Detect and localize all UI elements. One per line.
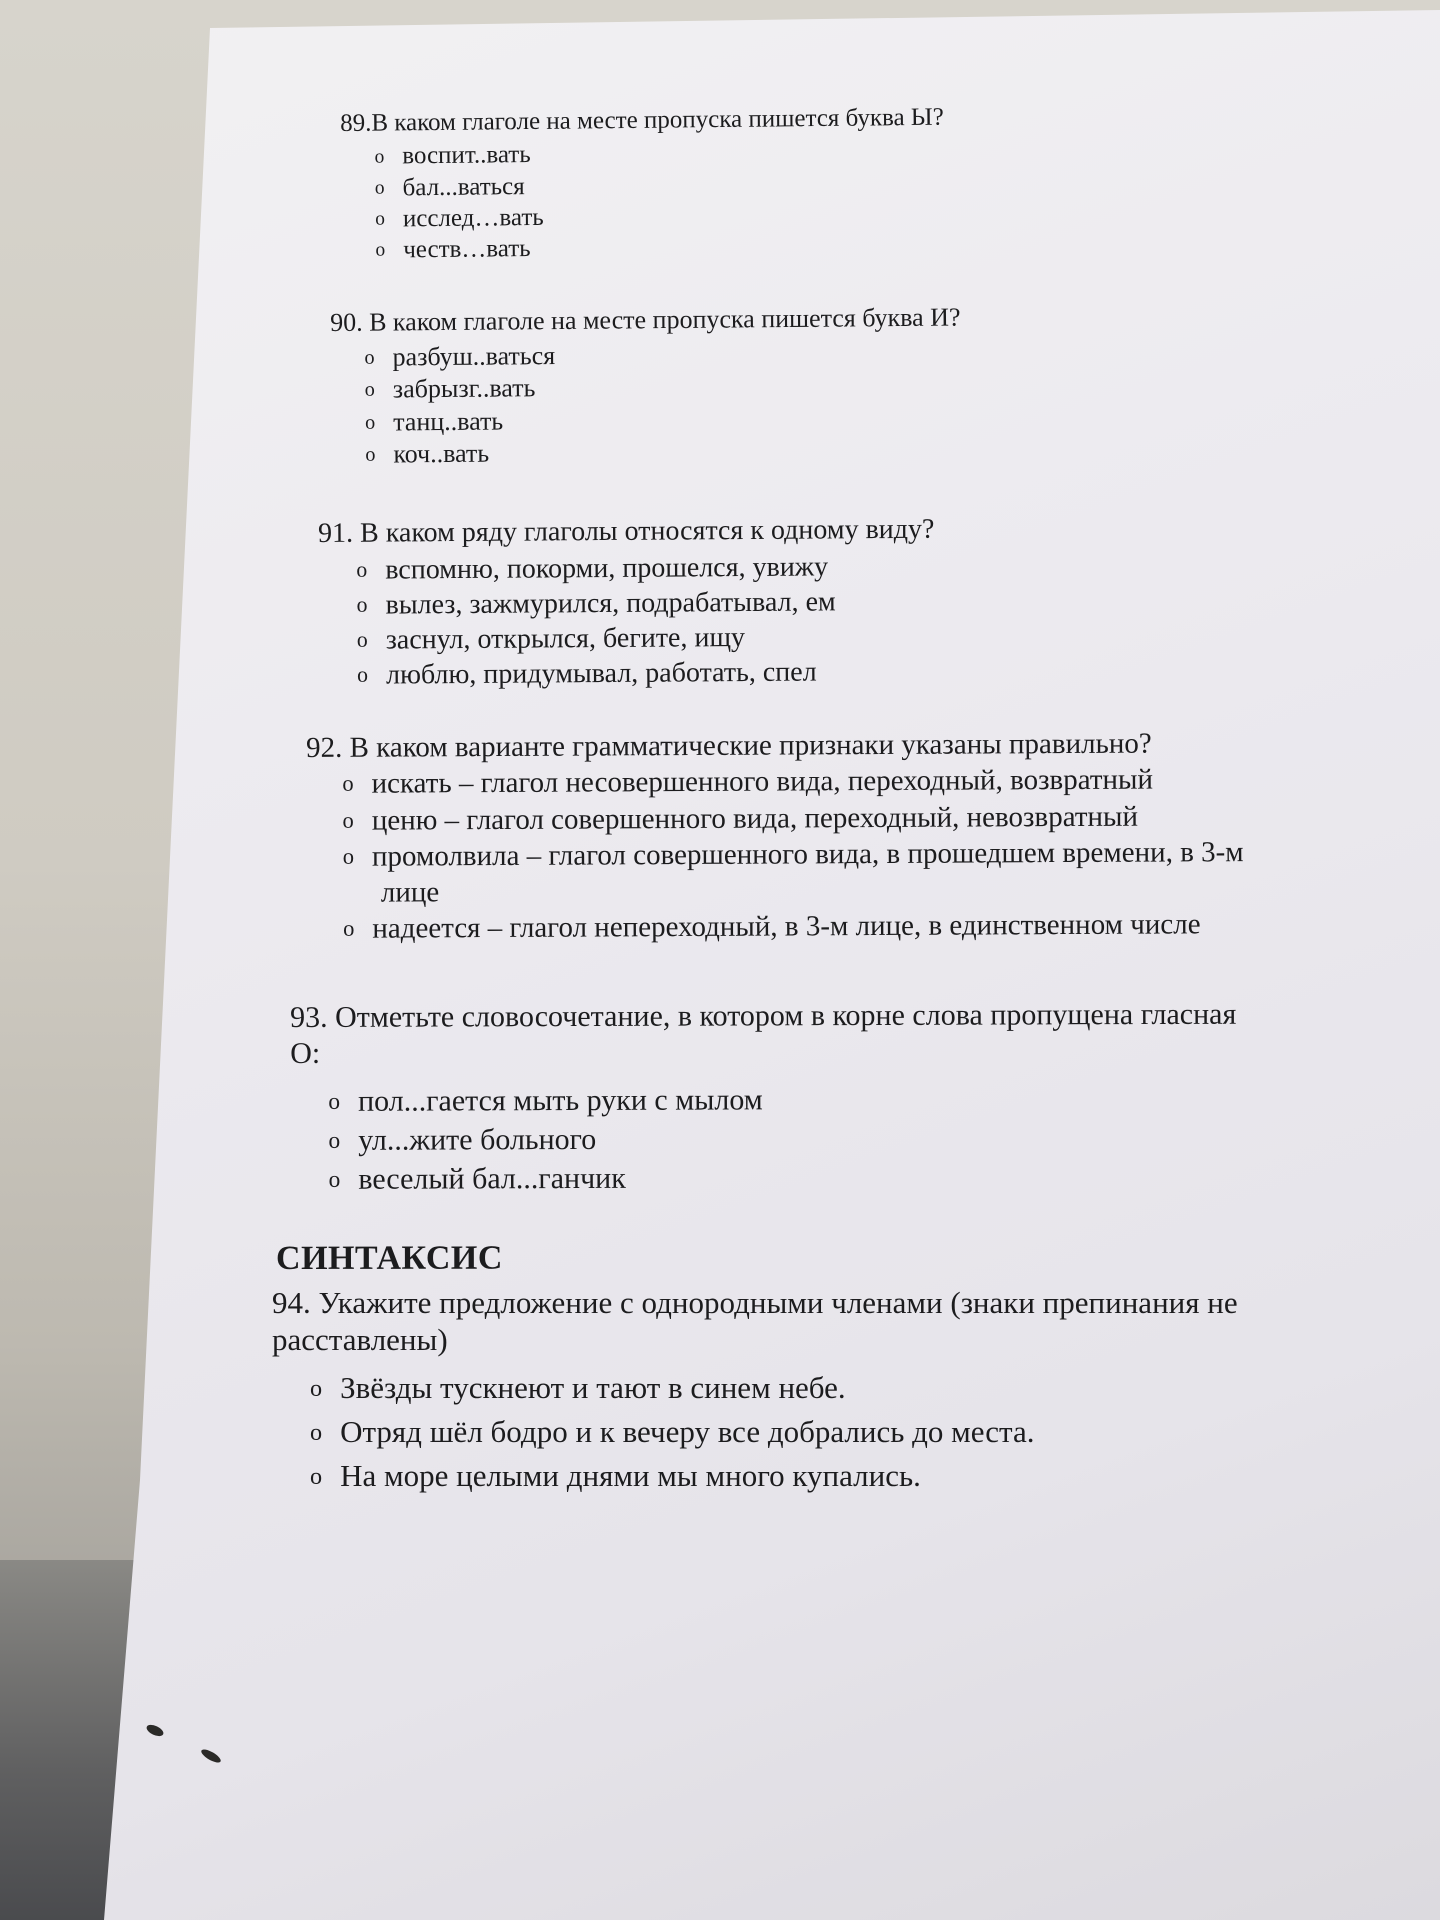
question-91-options xyxy=(356,549,935,693)
section-title: СИНТАКСИС xyxy=(276,1239,503,1277)
answer-option[interactable] xyxy=(365,401,962,439)
bullet-icon: o xyxy=(374,146,385,168)
bullet-icon: o xyxy=(342,771,354,797)
answer-option[interactable] xyxy=(365,433,962,471)
bullet-icon: o xyxy=(375,208,386,230)
bullet-icon: o xyxy=(342,916,355,942)
answer-option-text: ул...жите больного xyxy=(358,1122,597,1157)
question-94-title-line1: 94. Укажите предложение с однородными членами (знаки препинания не xyxy=(272,1285,1238,1320)
answer-option-text: надеется – глагол непереходный, в 3-м лице, в единственном числе xyxy=(372,908,1201,945)
answer-option-continuation: лице xyxy=(380,876,440,909)
question-89-title: 89.В каком глаголе на месте пропуска пишется буква Ы? xyxy=(340,103,944,137)
answer-option[interactable] xyxy=(364,336,961,374)
bullet-icon: o xyxy=(356,627,368,652)
answer-option[interactable] xyxy=(356,549,935,588)
answer-option-text: люблю, придумывал, работать, спел xyxy=(385,656,817,691)
answer-option-text: коч..вать xyxy=(393,438,490,469)
question-94-options xyxy=(310,1366,1238,1498)
answer-option-text: танц..вать xyxy=(393,405,504,436)
answer-option-text: На море целыми днями мы много купались. xyxy=(340,1458,921,1494)
answer-option-text: забрызг..вать xyxy=(392,373,536,404)
answer-option[interactable] xyxy=(357,584,936,623)
bullet-icon: o xyxy=(328,1127,341,1155)
bullet-icon: o xyxy=(310,1419,323,1447)
answer-option[interactable] xyxy=(343,906,1244,947)
answer-option-text: искать – глагол несовершенного вида, переходный, возвратный xyxy=(371,763,1154,800)
answer-option[interactable] xyxy=(310,1454,1238,1498)
question-93-title-line1: 93. Отметьте словосочетание, в котором в корне слова пропущена гласная xyxy=(290,997,1237,1034)
answer-option[interactable] xyxy=(328,1118,1236,1160)
question-92 xyxy=(306,725,1244,947)
bullet-icon: o xyxy=(364,411,376,434)
question-89 xyxy=(340,102,945,267)
question-93 xyxy=(290,997,1237,1199)
question-90-options xyxy=(364,336,961,471)
answer-option[interactable] xyxy=(310,1366,1238,1410)
answer-option-text: вспомню, покорми, прошелся, увижу xyxy=(385,551,829,586)
question-94-title-line2: расставлены) xyxy=(272,1322,448,1358)
ink-mark xyxy=(145,1723,165,1739)
bullet-icon: o xyxy=(342,807,354,833)
question-90 xyxy=(330,301,962,471)
answer-option-text: промолвила – глагол совершенного вида, в прошедшем времени, в 3-м xyxy=(371,835,1244,873)
bullet-icon: o xyxy=(375,239,386,262)
question-92-options xyxy=(342,761,1244,947)
answer-option-text: разбуш..ваться xyxy=(392,340,556,371)
answer-option[interactable] xyxy=(342,761,1243,802)
question-92-title: 92. В каком варианте грамматические признаки указаны правильно? xyxy=(306,727,1152,764)
answer-option[interactable] xyxy=(357,619,936,658)
answer-option-text: пол...гается мыть руки с мылом xyxy=(357,1083,763,1118)
bullet-icon: o xyxy=(357,662,369,687)
answer-option[interactable] xyxy=(310,1410,1238,1454)
bullet-icon: o xyxy=(365,444,376,467)
bullet-icon: o xyxy=(356,557,368,582)
answer-option[interactable] xyxy=(342,798,1243,839)
question-94 xyxy=(272,1284,1238,1498)
bullet-icon: o xyxy=(328,1088,341,1116)
answer-option-text: ценю – глагол совершенного вида, переходный, невозвратный xyxy=(371,800,1139,837)
bullet-icon: o xyxy=(364,379,375,402)
answer-option[interactable] xyxy=(365,368,962,406)
answer-option-text: воспит..вать xyxy=(402,141,531,170)
ink-mark xyxy=(199,1747,222,1765)
bullet-icon: o xyxy=(364,346,375,369)
answer-option-text: заснул, открылся, бегите, ищу xyxy=(385,622,746,656)
answer-option[interactable] xyxy=(375,229,945,266)
question-90-title: 90. В каком глаголе на месте пропуска пишется буква И? xyxy=(330,302,961,337)
answer-option[interactable] xyxy=(329,1157,1237,1199)
bullet-icon: o xyxy=(342,843,355,869)
answer-option[interactable] xyxy=(357,654,936,693)
answer-option[interactable] xyxy=(328,1079,1236,1121)
question-91 xyxy=(318,512,936,693)
answer-option-text: вылез, зажмурился, подрабатывал, ем xyxy=(385,586,836,621)
bullet-icon: o xyxy=(356,592,368,617)
question-93-title-line2: О: xyxy=(290,1036,321,1070)
answer-option-text: веселый бал...ганчик xyxy=(358,1161,626,1196)
answer-option[interactable] xyxy=(343,834,1244,911)
answer-option-text: Отряд шёл бодро и к вечеру все добрались до места. xyxy=(340,1414,1035,1450)
bullet-icon: o xyxy=(310,1463,323,1491)
question-93-options xyxy=(328,1079,1237,1199)
answer-option-text: исслед…вать xyxy=(402,203,544,233)
bullet-icon: o xyxy=(310,1375,323,1403)
question-91-title: 91. В каком ряду глаголы относятся к одному виду? xyxy=(318,513,935,549)
answer-option-text: честв…вать xyxy=(403,235,531,264)
bullet-icon: o xyxy=(374,177,385,199)
bullet-icon: o xyxy=(328,1166,341,1194)
answer-option-text: Звёзды тускнеют и тают в синем небе. xyxy=(340,1370,846,1406)
answer-option-text: бал...ваться xyxy=(402,172,525,201)
question-89-options xyxy=(374,135,945,266)
